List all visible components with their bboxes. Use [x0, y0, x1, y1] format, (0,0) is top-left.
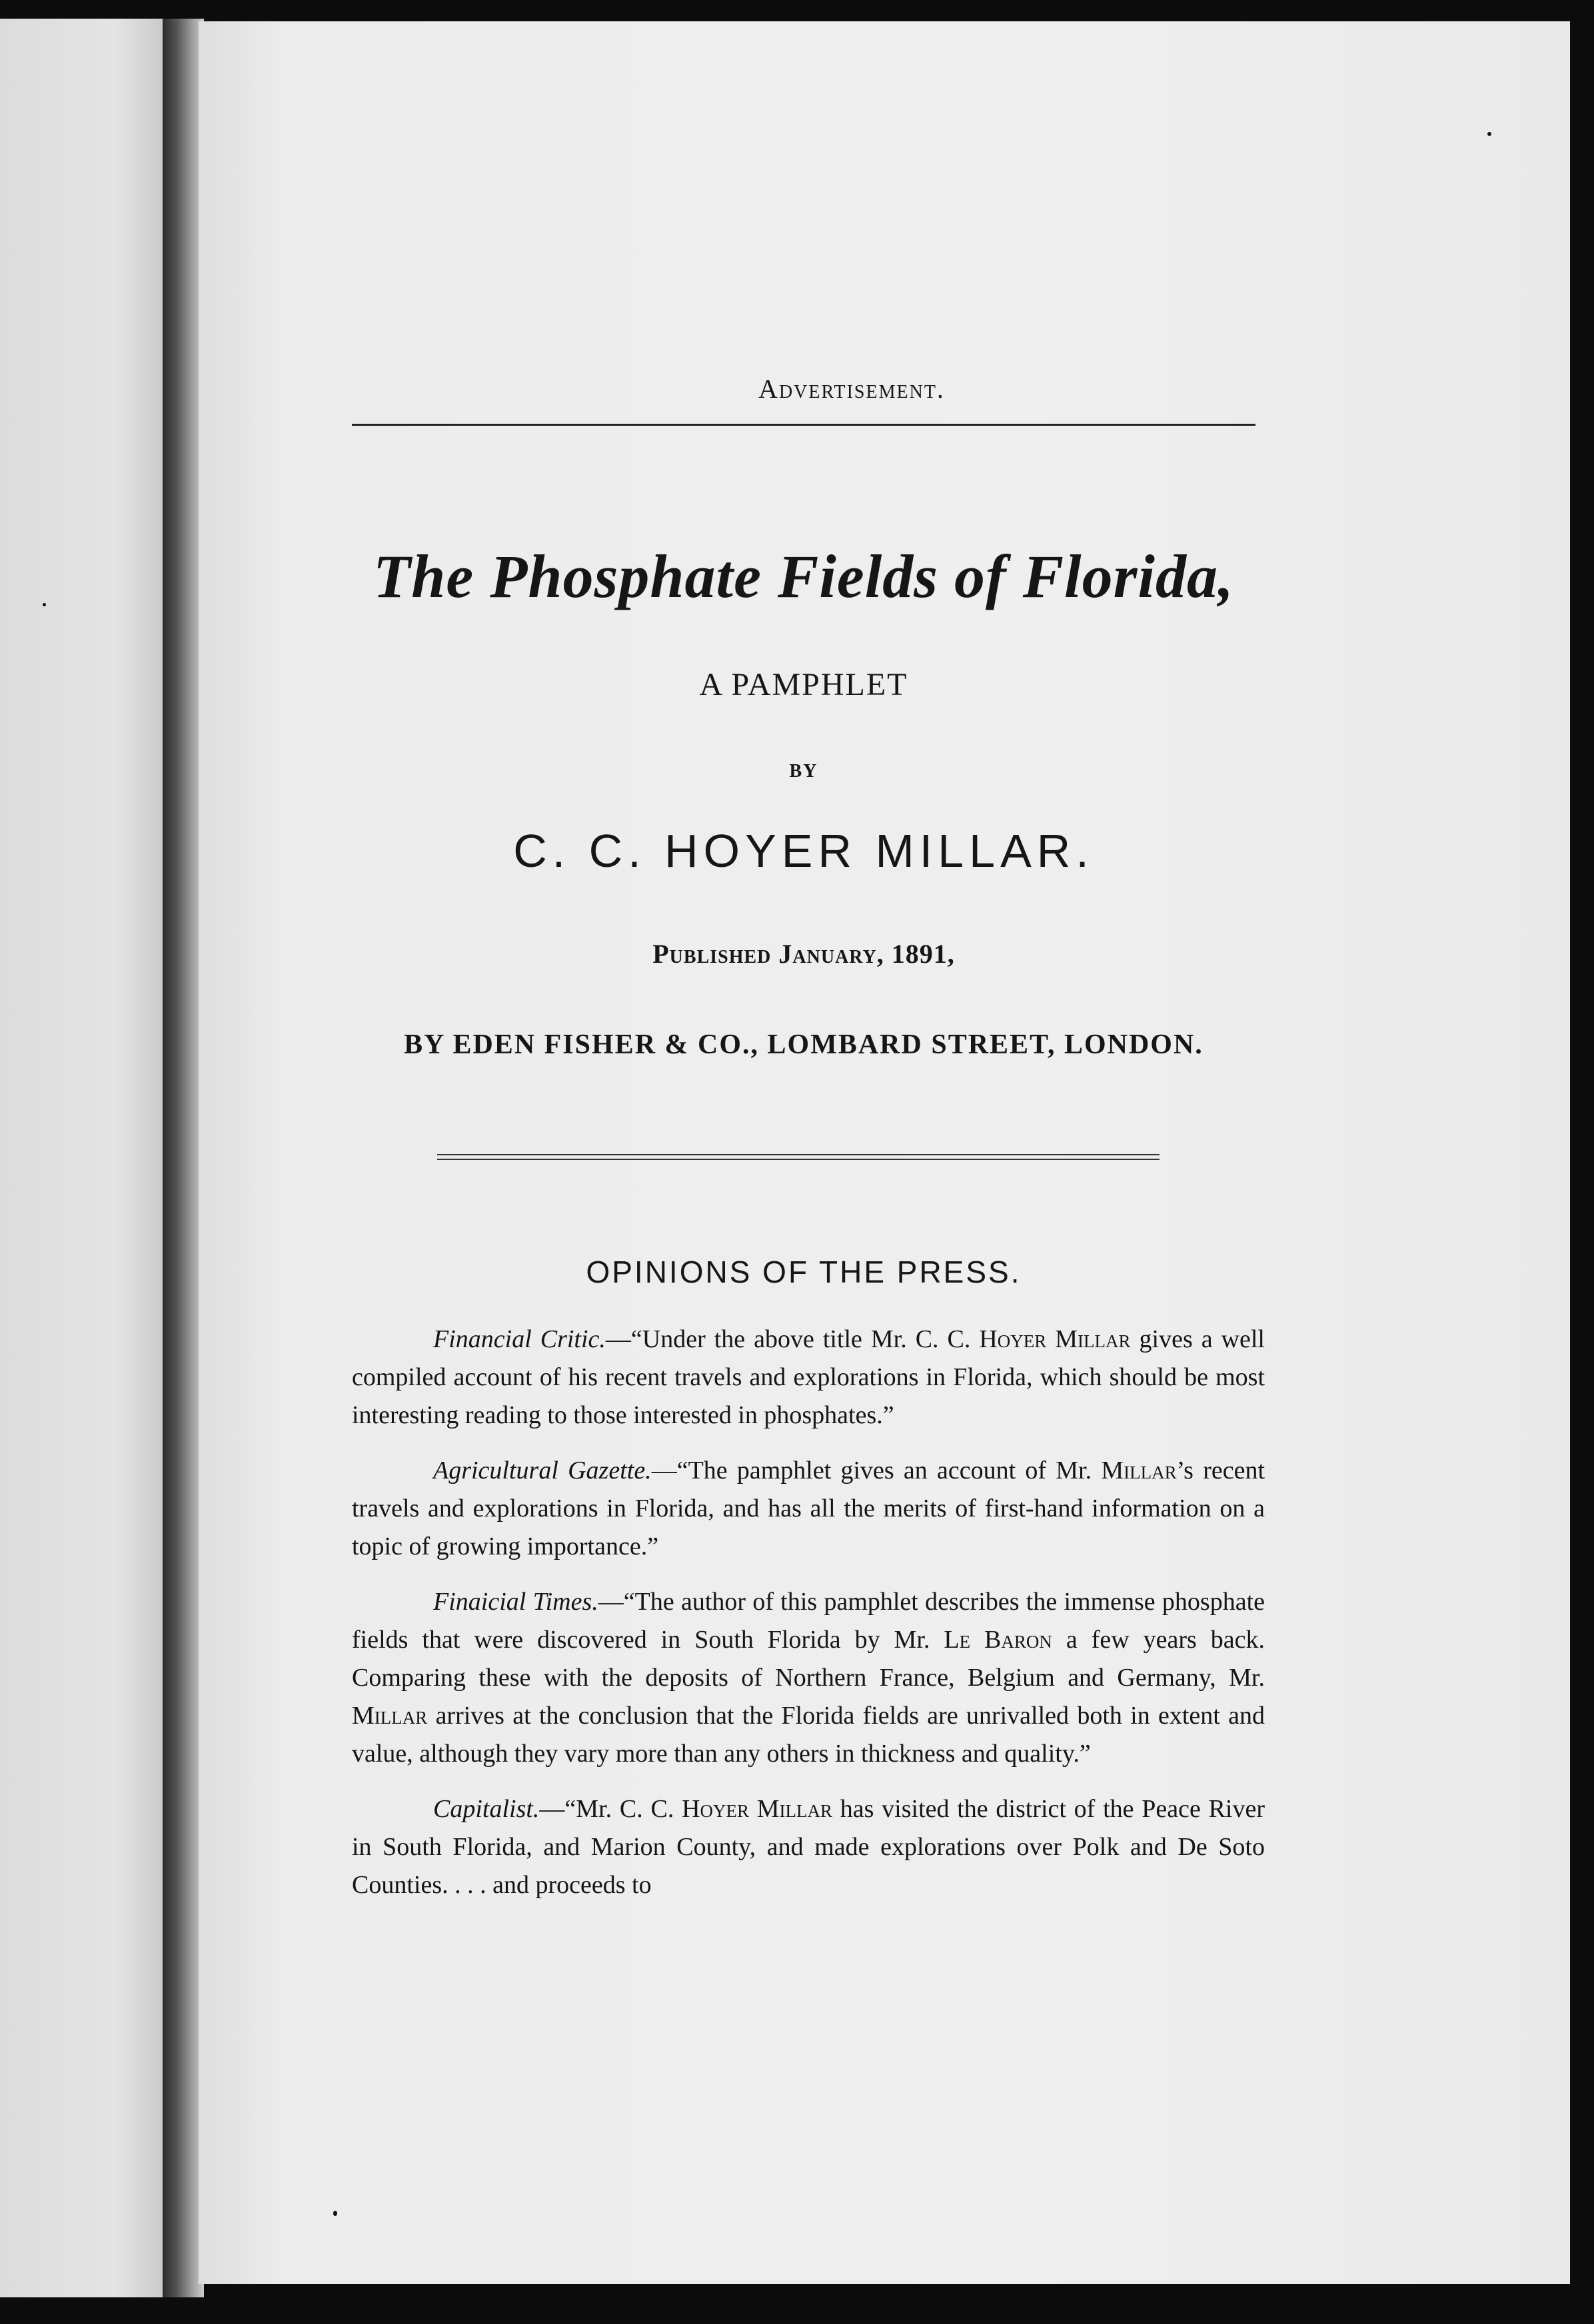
pamphlet-title: The Phosphate Fields of Florida, — [373, 542, 1234, 610]
paper-speck — [43, 603, 46, 606]
review-name: Hoyer Millar — [979, 1325, 1131, 1353]
book-gutter — [163, 19, 204, 2297]
review-capitalist — [352, 1790, 1265, 1904]
paper-speck — [1487, 132, 1491, 136]
review-financial-times — [352, 1583, 1265, 1773]
review-text: The author of this pamphlet describes the immense phosphate fields that were discovered in South Florida by Mr. — [352, 1588, 1265, 1654]
publisher-line: BY EDEN FISHER & CO., LOMBARD STREET, LONDON. — [404, 1029, 1203, 1060]
review-name: Millar — [1101, 1456, 1177, 1484]
review-text: ’s recent travels and explorations in Florida, and has all the merits of first-hand information on a topic of growing importance.” — [352, 1456, 1265, 1560]
review-text: Under the above title Mr. C. C. — [642, 1325, 980, 1353]
publication-date: Published January, 1891, — [652, 939, 955, 969]
review-financial-critic — [352, 1321, 1265, 1435]
review-text: has visited the district of the Peace River in South Florida, and Marion County, and made explorations over Polk and De Soto Counties. . . . and proceeds to — [352, 1795, 1265, 1899]
by-line: BY — [789, 761, 818, 782]
press-reviews — [352, 1321, 1265, 1922]
review-text: The pamphlet gives an account of Mr. — [688, 1456, 1102, 1484]
press-opinions-heading: OPINIONS OF THE PRESS. — [586, 1255, 1022, 1289]
document-page — [199, 21, 1570, 2284]
review-source: Capitalist. — [433, 1795, 540, 1823]
author-name: C. C. HOYER MILLAR. — [513, 825, 1094, 877]
header-rule — [352, 424, 1255, 426]
review-dash: —“ — [651, 1456, 688, 1484]
review-source: Agricultural Gazette. — [433, 1456, 652, 1484]
paper-speck — [333, 2211, 337, 2216]
review-text: gives a well compiled account of his recent travels and explorations in Florida, which should be most interesting reading to those interested in phosphates.” — [352, 1325, 1265, 1429]
review-source: Finaicial Times. — [433, 1588, 598, 1616]
review-dash: —“ — [598, 1588, 635, 1616]
review-name: Millar — [352, 1702, 428, 1730]
facing-page — [0, 19, 165, 2297]
review-dash: —“ — [539, 1795, 576, 1823]
review-dash: —“ — [605, 1325, 642, 1353]
review-name: Hoyer Millar — [682, 1795, 833, 1823]
review-text: arrives at the conclusion that the Florida fields are unrivalled both in extent and value, although they vary more than any others in thickness and quality.” — [352, 1702, 1265, 1768]
pamphlet-subtitle: A PAMPHLET — [699, 667, 908, 702]
review-agricultural-gazette — [352, 1452, 1265, 1566]
review-text: Mr. C. C. — [576, 1795, 682, 1823]
section-divider — [437, 1154, 1160, 1160]
advertisement-heading: Advertisement. — [758, 374, 945, 404]
review-name: Le Baron — [944, 1626, 1052, 1654]
review-text: a few years back. Comparing these with the deposits of Northern France, Belgium and Germany, Mr. — [352, 1626, 1265, 1692]
review-source: Financial Critic. — [433, 1325, 606, 1353]
